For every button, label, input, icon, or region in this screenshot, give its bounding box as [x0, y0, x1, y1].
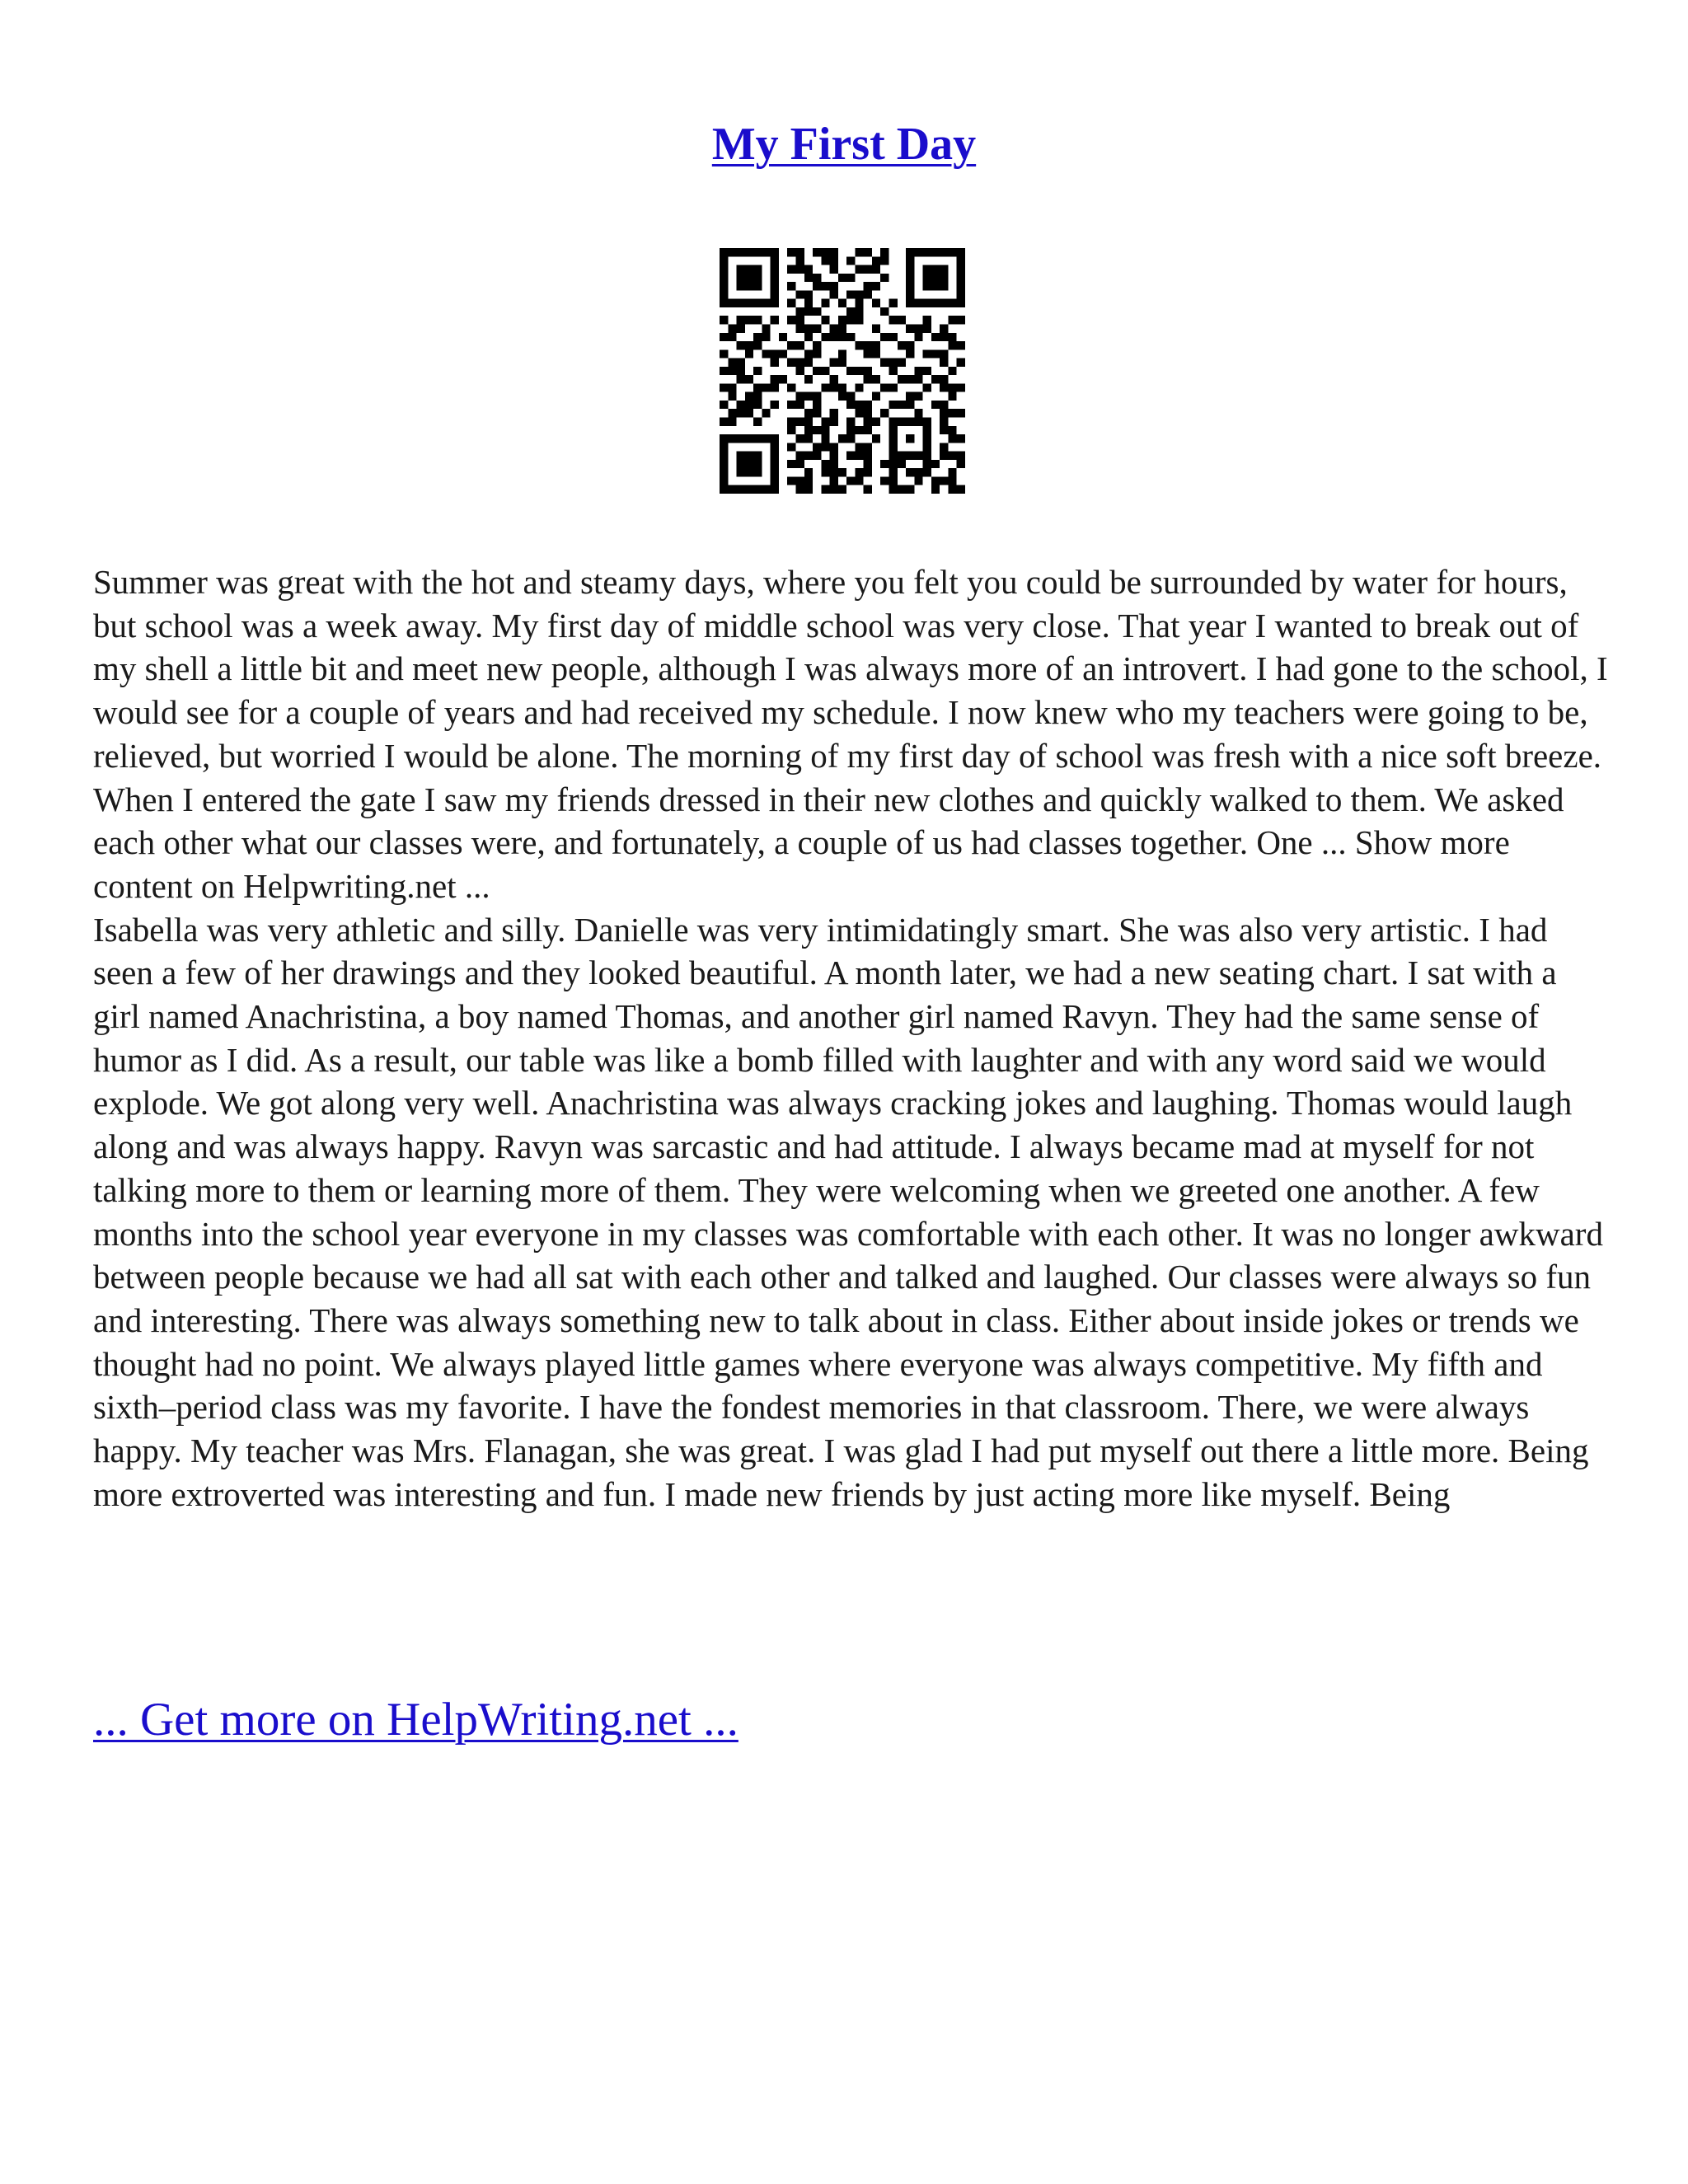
qr-code-icon	[720, 248, 965, 494]
paragraph: Summer was great with the hot and steamy days, where you felt you could be surrounded by water for hours, but school was a week away. My first day of middle school was very close. That year I wanted to break out of my shell a little bit and meet new people, although I was always more of an introvert. I had gone to the school, I would see for a couple of years and had received my schedule. I now knew who my teachers were going to be, relieved, but worried I would be alone. The morning of my first day of school was fresh with a nice soft breeze. When I entered the gate I saw my friends dressed in their new clothes and quickly walked to them. We asked each other what our classes were, and fortunately, a couple of us had classes together. One ... Show more content on Helpwriting.net ...	[93, 563, 1608, 905]
paragraph: Isabella was very athletic and silly. Danielle was very intimidatingly smart. She was also very artistic. I had seen a few of her drawings and they looked beautiful. A month later, we had a new seating chart. I sat with a girl named Anachristina, a boy named Thomas, and another girl named Ravyn. They had the same sense of humor as I did. As a result, our table was like a bomb filled with laughter and with any word said we would explode. We got along very well. Anachristina was always cracking jokes and laughing. Thomas would laugh along and was always happy. Ravyn was sarcastic and had attitude. I always became mad at myself for not talking more to them or learning more of them. They were welcoming when we greeted one another. A few months into the school year everyone in my classes was comfortable with each other. It was no longer awkward between people because we had all sat with each other and talked and laughed. Our classes were always so fun and interesting. There was always something new to talk about in class. Either about inside jokes or trends we thought had no point. We always played little games where everyone was always competitive. My fifth and sixth–period class was my favorite. I have the fondest memories in that classroom. There, we were always happy. My teacher was Mrs. Flanagan, she was great. I was glad I had put myself out there a little more. Being more extroverted was interesting and fun. I made new friends by just acting more like myself. Being	[93, 910, 1603, 1513]
essay-body	[93, 560, 1610, 1516]
page-title[interactable]: My First Day	[711, 119, 977, 170]
get-more-link[interactable]: ... Get more on HelpWriting.net ...	[93, 1694, 738, 1746]
